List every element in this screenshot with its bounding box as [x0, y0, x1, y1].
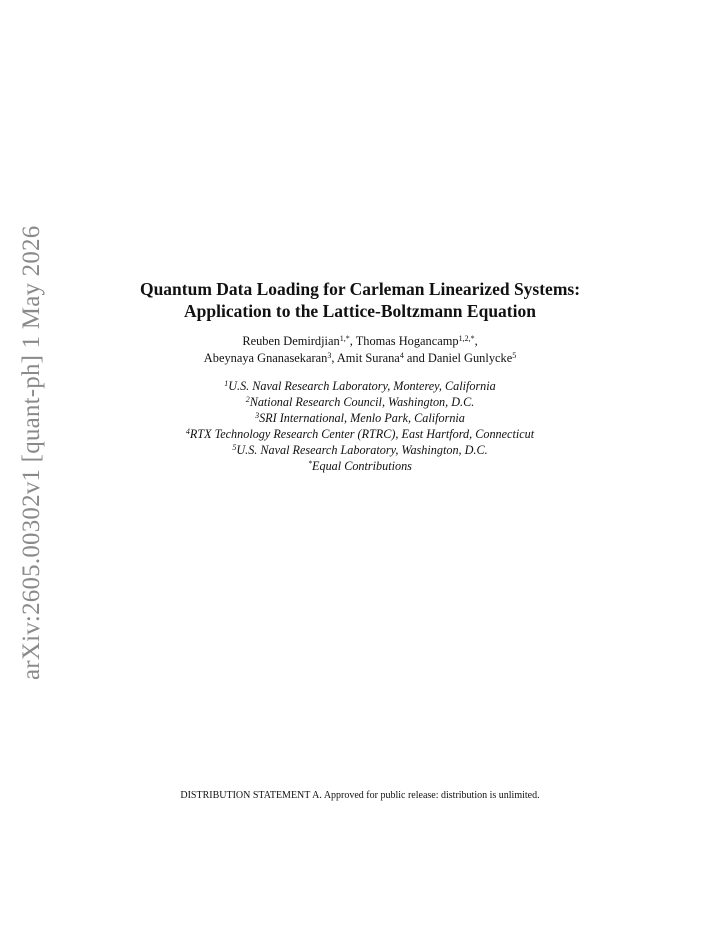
affiliation-text: U.S. Naval Research Laboratory, Washington, D.C.	[236, 443, 488, 457]
affiliation-text: SRI International, Menlo Park, California	[259, 411, 465, 425]
author-affiliation-mark: 5	[512, 351, 517, 360]
author-name: Thomas Hogancamp	[355, 334, 459, 348]
affiliation-mark: *	[308, 459, 313, 468]
affiliation-mark: 2	[245, 395, 250, 404]
affiliation-item	[0, 442, 720, 458]
author-separator: ,	[349, 334, 356, 348]
title-line-2: Application to the Lattice-Boltzmann Equation	[184, 301, 536, 321]
author-affiliation-mark: 1,*	[339, 334, 350, 343]
author-list	[0, 333, 720, 367]
paper-title	[0, 278, 720, 322]
author-name: Amit Surana	[336, 351, 400, 365]
affiliation-mark: 3	[255, 411, 260, 420]
author-name: Daniel Gunlycke	[427, 351, 513, 365]
author-line-2	[0, 350, 720, 367]
affiliation-item	[0, 458, 720, 474]
author-separator: ,	[474, 334, 478, 348]
affiliation-item	[0, 378, 720, 394]
author-affiliation-mark: 4	[399, 351, 404, 360]
affiliation-item	[0, 426, 720, 442]
author-name: Abeynaya Gnanasekaran	[203, 351, 328, 365]
affiliation-mark: 1	[224, 379, 229, 388]
author-separator: ,	[331, 351, 337, 365]
affiliation-mark: 5	[232, 443, 237, 452]
affiliation-item	[0, 410, 720, 426]
affiliation-mark: 4	[185, 427, 190, 436]
affiliation-text: U.S. Naval Research Laboratory, Monterey, California	[228, 379, 496, 393]
author-line-1	[0, 333, 720, 350]
author-affiliation-mark: 3	[327, 351, 332, 360]
affiliation-item	[0, 394, 720, 410]
affiliation-text: RTX Technology Research Center (RTRC), East Hartford, Connecticut	[189, 427, 535, 441]
arxiv-identifier: arXiv:2605.00302v1 [quant-ph] 1 May 2026	[18, 225, 45, 680]
author-name: Reuben Demirdjian	[242, 334, 340, 348]
affiliation-text: Equal Contributions	[312, 459, 412, 473]
affiliation-list	[0, 378, 720, 474]
author-affiliation-mark: 1,2,*	[458, 334, 475, 343]
affiliation-text: National Research Council, Washington, D.C.	[249, 395, 475, 409]
distribution-statement: DISTRIBUTION STATEMENT A. Approved for public release: distribution is unlimited.	[180, 790, 540, 801]
author-separator: and	[403, 351, 428, 365]
title-line-1: Quantum Data Loading for Carleman Linearized Systems:	[139, 279, 581, 299]
